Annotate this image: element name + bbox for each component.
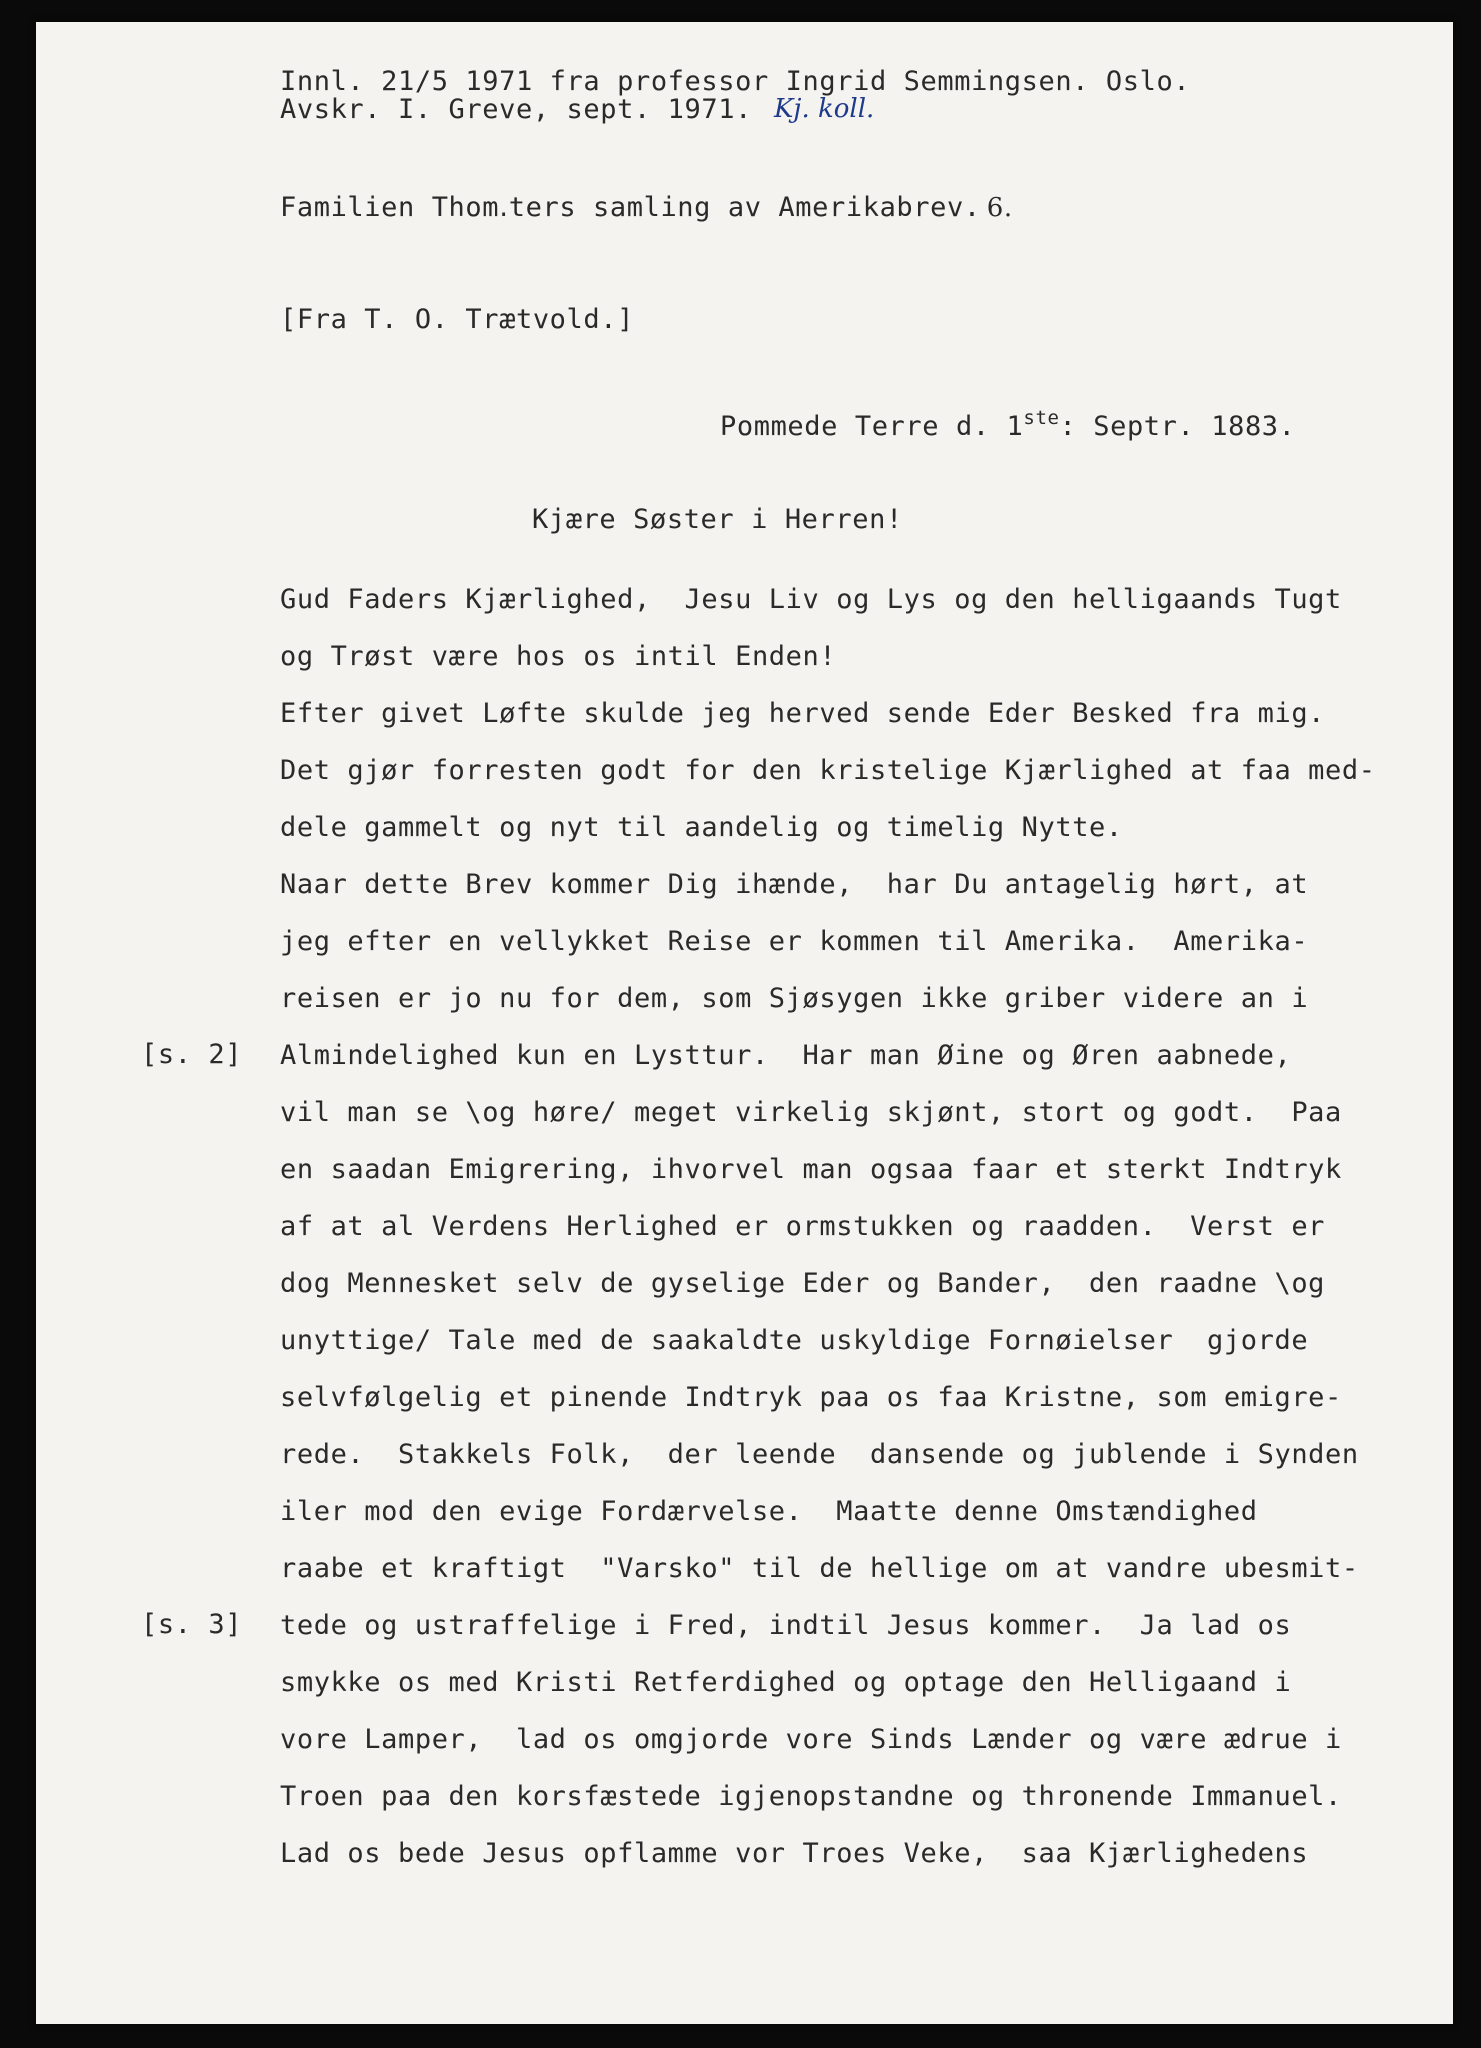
- document-title: [280, 194, 1013, 221]
- page-marker-s2: [s. 2]: [141, 1039, 243, 1070]
- body-line: dele gammelt og nyt til aandelig og timelig Nytte.: [280, 812, 1123, 843]
- body-line: Efter givet Løfte skulde jeg herved sende Eder Besked fra mig.: [280, 698, 1326, 729]
- body-line: unyttige/ Tale med de saakaldte uskyldige Fornøielser gjorde: [280, 1325, 1309, 1356]
- sender-line: [Fra T. O. Trætvold.]: [280, 304, 634, 335]
- dateline-rest: : Septr. 1883.: [1059, 411, 1296, 442]
- body-line: rede. Stakkels Folk, der leende dansende og jublende i Synden: [280, 1439, 1359, 1470]
- body-line: vil man se \og høre/ meget virkelig skjønt, stort og godt. Paa: [280, 1097, 1342, 1128]
- body-line: Naar dette Brev kommer Dig ihænde, har Du antagelig hørt, at: [280, 869, 1309, 900]
- body-line: en saadan Emigrering, ihvorvel man ogsaa faar et sterkt Indtryk: [280, 1154, 1342, 1185]
- title-text: Familien Thom․ters samling av Amerikabrev.: [280, 192, 981, 223]
- body-line: selvfølgelig et pinende Indtryk paa os faa Kristne, som emigre-: [280, 1382, 1342, 1413]
- body-line: iler mod den evige Fordærvelse. Maatte denne Omstændighed: [280, 1496, 1258, 1527]
- title-number: 6.: [986, 193, 1013, 223]
- body-line: Almindelighed kun en Lysttur. Har man Øine og Øren aabnede,: [280, 1040, 1292, 1071]
- body-line: og Trøst være hos os intil Enden!: [280, 641, 837, 672]
- body-line: Gud Faders Kjærlighed, Jesu Liv og Lys og den helligaands Tugt: [280, 584, 1342, 615]
- body-line: Troen paa den korsfæstede igjenopstandne og thronende Immanuel.: [280, 1781, 1342, 1812]
- header-line-2: Avskr. I. Greve, sept. 1971.: [280, 94, 752, 125]
- document-page: [36, 22, 1453, 2024]
- dateline-superscript: ste: [1023, 407, 1060, 429]
- page-marker-s3: [s. 3]: [141, 1609, 243, 1640]
- body-line: jeg efter en vellykket Reise er kommen til Amerika. Amerika-: [280, 926, 1309, 957]
- body-line: dog Mennesket selv de gyselige Eder og Bander, den raadne \og: [280, 1268, 1326, 1299]
- body-line: reisen er jo nu for dem, som Sjøsygen ikke griber videre an i: [280, 983, 1309, 1014]
- salutation: Kjære Søster i Herren!: [532, 504, 903, 535]
- body-line: tede og ustraffelige i Fred, indtil Jesus kommer. Ja lad os: [280, 1610, 1292, 1641]
- body-line: smykke os med Kristi Retferdighed og optage den Helligaand i: [280, 1667, 1292, 1698]
- body-line: Lad os bede Jesus opflamme vor Troes Veke, saa Kjærlighedens: [280, 1838, 1309, 1869]
- body-line: vore Lamper, lad os omgjorde vore Sinds Lænder og være ædrue i: [280, 1724, 1342, 1755]
- dateline: [720, 407, 1296, 442]
- body-line: af at al Verdens Herlighed er ormstukken og raadden. Verst er: [280, 1211, 1326, 1242]
- handwritten-note: Kj. koll.: [774, 94, 875, 124]
- body-line: raabe et kraftigt "Varsko" til de hellige om at vandre ubesmit-: [280, 1553, 1359, 1584]
- body-line: Det gjør forresten godt for den kristelige Kjærlighed at faa med-: [280, 755, 1376, 786]
- header-line-1: Innl. 21/5 1971 fra professor Ingrid Semmingsen. Oslo.: [280, 66, 1191, 97]
- dateline-place: Pommede Terre d. 1: [720, 411, 1024, 442]
